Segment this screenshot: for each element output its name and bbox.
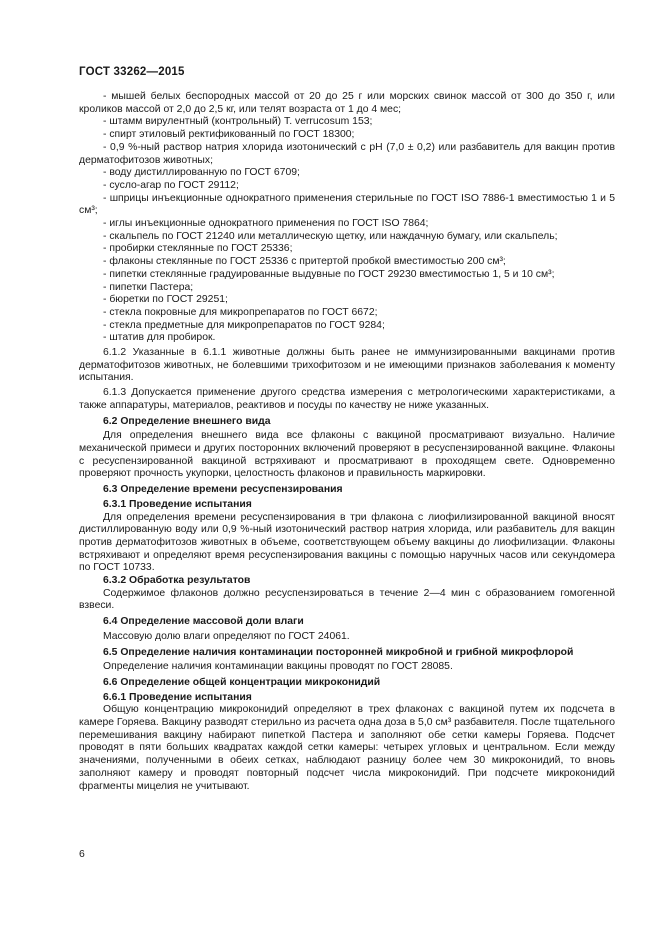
list-item: - бюретки по ГОСТ 29251; (103, 294, 228, 306)
section-heading-6-6-1: 6.6.1 Проведение испытания (103, 691, 252, 703)
list-item: - пробирки стеклянные по ГОСТ 25336; (103, 243, 293, 255)
list-item: - 0,9 %-ный раствор натрия хлорида изотонический с pH (7,0 ± 0,2) или разбавитель для вакцин против дерматофитозов животных; (79, 141, 615, 166)
list-item: - скальпель по ГОСТ 21240 или металлическую щетку, или наждачную бумагу, или скальпель; (103, 230, 558, 242)
list-item: - флаконы стеклянные по ГОСТ 25336 с притертой пробкой вместимостью 200 см³; (103, 256, 506, 268)
paragraph-6-6-1: Общую концентрацию микроконидий определяют в трех флаконах с вакциной путем их подсчета в камере Горяева. Вакцину разводят стерильно из расчета одна доза в 5,0 см³ разбавителя. После тщательного перемешивания вакцину набирают пипеткой Пастера и заполняют обе сетки камеры Горяева. Подсчет проводят в пяти больших квадратах каждой сетки камеры: четырех угловых и центральном. Если между значениями, полученными в обеих сетках, наблюдают разницу более чем 30 микроконидий, то вновь заполняют камеру и проводят повторный подсчет числа микроконидий. При подсчете микроконидий фрагменты мицелия не учитывают. (79, 704, 615, 792)
list-item: - пипетки стеклянные градуированные выдувные по ГОСТ 29230 вместимостью 1, 5 и 10 см³; (103, 268, 555, 280)
list-item: - штамм вирулентный (контрольный) T. verrucosum 153; (103, 116, 373, 128)
paragraph-6-5: Определение наличия контаминации вакцины проводят по ГОСТ 28085. (103, 661, 453, 673)
list-item: - стекла предметные для микропрепаратов по ГОСТ 9284; (103, 319, 385, 331)
paragraph-6-3-2: Содержимое флаконов должно ресуспензироваться в течение 2—4 мин с образованием гомогенной взвеси. (79, 587, 615, 612)
section-heading-6-2: 6.2 Определение внешнего вида (103, 415, 271, 427)
document-body (79, 91, 615, 793)
section-heading-6-3-1: 6.3.1 Проведение испытания (103, 498, 252, 510)
list-item: - иглы инъекционные однократного применения по ГОСТ ISO 7864; (103, 218, 429, 230)
section-heading-6-4: 6.4 Определение массовой доли влаги (103, 616, 304, 628)
section-heading-6-5: 6.5 Определение наличия контаминации посторонней микробной и грибной микрофлорой (103, 646, 574, 658)
list-item: - стекла покровные для микропрепаратов по ГОСТ 6672; (103, 306, 378, 318)
paragraph-6-3-1: Для определения времени ресуспензирования в три флакона с лиофилизированной вакциной вносят дистиллированную воду или 0,9 %-ный изотонический раствор натрия хлорида, или разбавитель для вакцин против дерматофитозов животных в объеме, соответствующем объему вакцины до лиофилизации. Флаконы встряхивают и определяют время ресуспензирования вакцины с помощью наручных часов или секундомера по ГОСТ 10733. (79, 511, 615, 574)
paragraph-6-4: Массовую долю влаги определяют по ГОСТ 24061. (103, 630, 350, 642)
section-heading-6-6: 6.6 Определение общей концентрации микроконидий (103, 676, 381, 688)
list-item: - мышей белых беспородных массой от 20 до 25 г или морских свинок массой от 300 до 350 г, или кроликов массой от 2,0 до 2,5 кг, или телят возраста от 1 до 4 мес; (79, 91, 615, 115)
list-item: - шприцы инъекционные однократного применения стерильные по ГОСТ ISO 7886-1 вместимостью 1 и 5 см³; (79, 192, 615, 217)
list-item: - пипетки Пастера; (103, 281, 194, 293)
document-header: ГОСТ 33262—2015 (79, 66, 185, 78)
list-item: - спирт этиловый ректификованный по ГОСТ 18300; (103, 129, 355, 141)
paragraph-6-2: Для определения внешнего вида все флаконы с вакциной просматривают визуально. Наличие механической примеси и других посторонних включений проверяют в ресуспензированной вакцине. Флаконы с ресуспензированной вакциной встряхивают и просматривают в проходящем свете. Одновременно проверяют прочность укупорки, целостность флаконов и правильность маркировки. (79, 430, 615, 480)
section-heading-6-3: 6.3 Определение времени ресуспензирования (103, 484, 343, 496)
list-item: - сусло-агар по ГОСТ 29112; (103, 179, 239, 191)
list-item: - воду дистиллированную по ГОСТ 6709; (103, 167, 300, 179)
paragraph-6-1-2: 6.1.2 Указанные в 6.1.1 животные должны быть ранее не иммунизированными вакцинами против дерматофитозов животных, не болевшими трихофитозом и не имеющими признаков заболевания к моменту испытания. (79, 347, 615, 384)
paragraph-6-1-3: 6.1.3 Допускается применение другого средства измерения с метрологическими характеристиками, а также аппаратуры, материалов, реактивов и посуды по качеству не ниже указанных. (79, 387, 615, 411)
page-number: 6 (79, 849, 85, 860)
list-item: - штатив для пробирок. (103, 332, 216, 344)
section-heading-6-3-2: 6.3.2 Обработка результатов (103, 575, 251, 587)
